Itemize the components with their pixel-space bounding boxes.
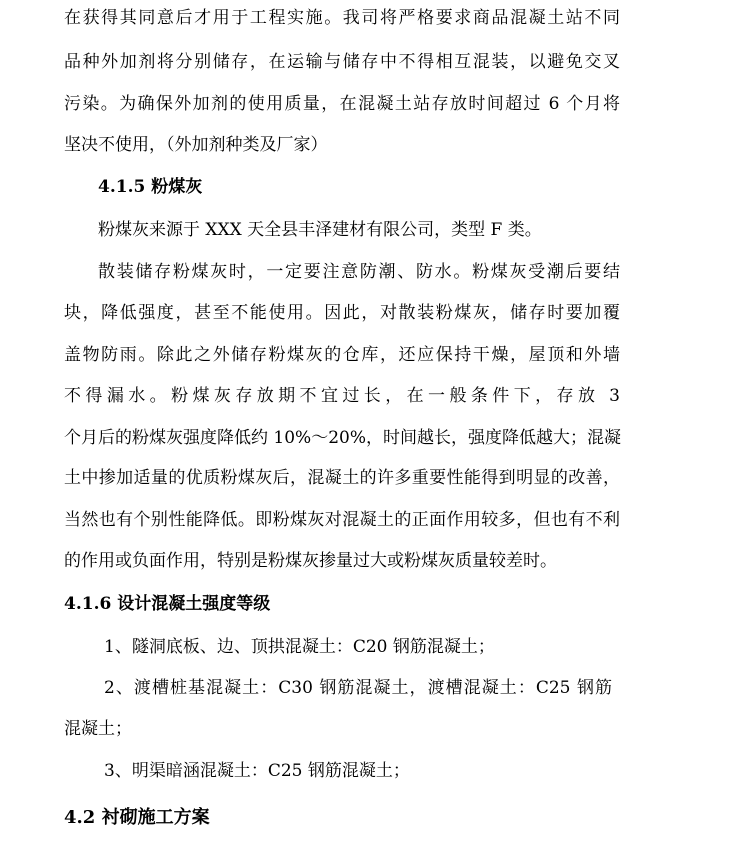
paragraph-line: 当然也有个别性能降低。即粉煤灰对混凝土的正面作用较多，但也有不利 [64,510,620,530]
paragraph-line: 品种外加剂将分别储存，在运输与储存中不得相互混装，以避免交叉 [64,52,620,72]
paragraph-line: 粉煤灰来源于 XXX 天全县丰泽建材有限公司，类型 F 类。 [98,220,542,240]
list-item-continuation: 混凝土； [64,719,132,739]
paragraph-line: 的作用或负面作用，特别是粉煤灰掺量过大或粉煤灰质量较差时。 [64,551,557,571]
section-heading-4-1-6: 4.1.6 设计混凝土强度等级 [64,594,271,614]
list-item: 1、隧洞底板、边、顶拱混凝土：C20 钢筋混凝土； [104,637,495,657]
list-item: 3、明渠暗涵混凝土：C25 钢筋混凝土； [104,761,410,781]
section-heading-4-2: 4.2 衬砌施工方案 [64,807,210,828]
paragraph-line: 坚决不使用，（外加剂种类及厂家） [64,135,328,155]
paragraph-line: 在获得其同意后才用于工程实施。我司将严格要求商品混凝土站不同 [64,8,620,28]
section-heading-4-1-5: 4.1.5 粉煤灰 [98,177,203,197]
paragraph-line: 块，降低强度，甚至不能使用。因此，对散装粉煤灰，储存时要加覆 [64,303,620,323]
paragraph-line: 污染。为确保外加剂的使用质量，在混凝土站存放时间超过 6 个月将 [64,94,620,114]
paragraph-line: 土中掺加适量的优质粉煤灰后，混凝土的许多重要性能得到明显的改善， [64,468,620,488]
paragraph-line: 不得漏水。粉煤灰存放期不宜过长，在一般条件下，存放 3 [64,386,620,406]
paragraph-line: 个月后的粉煤灰强度降低约 10%～20%，时间越长，强度降低越大；混凝 [64,428,621,448]
paragraph-line: 盖物防雨。除此之外储存粉煤灰的仓库，还应保持干燥，屋顶和外墙 [64,345,620,365]
paragraph-line: 散装储存粉煤灰时，一定要注意防潮、防水。粉煤灰受潮后要结 [98,262,620,282]
list-item: 2、渡槽桩基混凝土：C30 钢筋混凝土，渡槽混凝土：C25 钢筋 [104,678,612,698]
